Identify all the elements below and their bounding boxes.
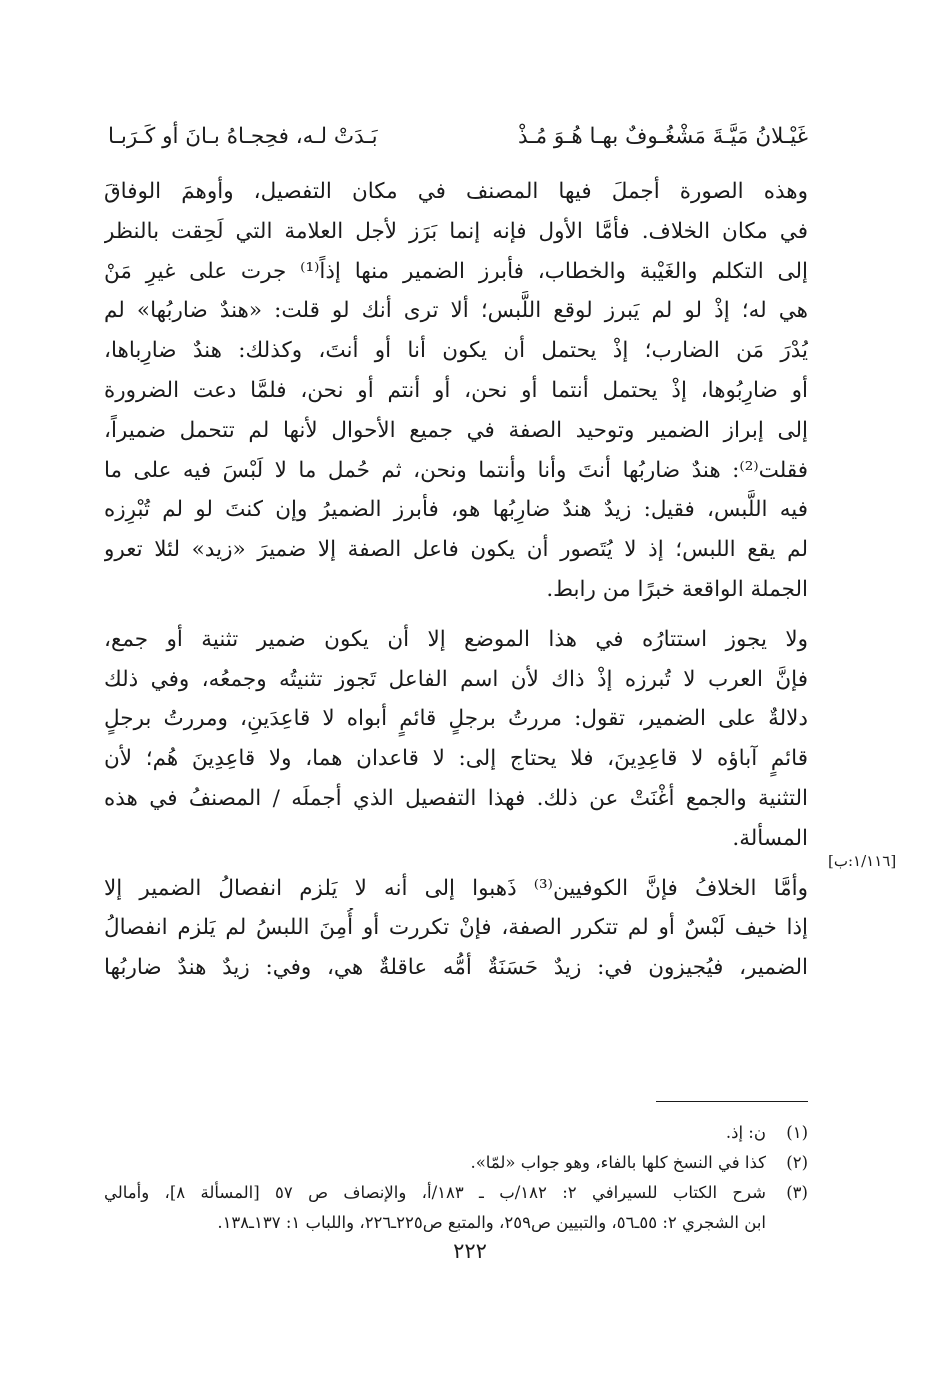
text-line: ولا يجوز استتارُه في هذا الموضع إلا أن يكون ضمير تثنية أو جمع، xyxy=(104,626,808,652)
paragraph-1 xyxy=(104,172,808,610)
text-line: لم يقع اللبس؛ إذ لا يُتَصور أن يكون فاعل الصفة إلا ضميرَ «زيد» لئلا تعرو xyxy=(104,537,808,563)
text-line: إذا خيف لَبْسٌ أو لم تتكرر الصفة، فإنْ تكررت أو أُمِنَ اللبسُ لم يَلزم انفصالُ xyxy=(104,915,808,941)
footnote-1 xyxy=(104,1118,808,1148)
verse-first-hemistich: غَيْـلانُ مَيَّـةَ مَشْغُـوفٌ بهـا هُـوَ مُـذْ xyxy=(518,124,808,149)
text-line: وهذه الصورة أجملَ فيها المصنف في مكان التفصيل، وأوهمَ الوفاقَ xyxy=(104,179,808,204)
paragraph-gap xyxy=(104,859,808,869)
text-line: فإنَّ العرب لا تُبرزه إذْ ذاك لأن اسم الفاعل تَجوز تثنيتُه وجمعُه، وفي ذلك xyxy=(104,666,808,692)
footnote-number: (٢) xyxy=(786,1153,808,1172)
footnote-2 xyxy=(104,1148,808,1178)
text-line: التثنية والجمع أغْنَتْ عن ذلك. فهذا التفصيل الذي أجملَه / المصنفُ في هذه xyxy=(104,785,808,811)
text-line: فقلت⁽²⁾: هندٌ ضاربُها أنتَ وأنا وأنتما ونحن، ثم حُمل ما لا لَبْسَ فيه على ما xyxy=(104,457,808,483)
paragraph-gap xyxy=(104,610,808,620)
paragraph-2 xyxy=(104,620,808,859)
text-line: في مكان الخلاف. فأمَّا الأول فإنه إنما بَرَز لأجل العلامة التي لَحِقت بالنظر xyxy=(104,218,808,244)
text-line: فيه اللَّبس، فقيل: زيدٌ هندٌ ضارِبُها هو، فأبرز الضميرُ وإن كنتَ لو لم تُبْرِزه xyxy=(104,497,808,523)
text-line: يُدْرَ مَن الضارب؛ إذْ يحتمل أن يكون أنا أو أنتَ، وكذلك: هندٌ ضارِباها، xyxy=(104,338,808,364)
text-line: الضمير، فيُجيزون في: زيدٌ حَسَنَةٌ أمُّه عاقلةٌ هي، وفي: زيدٌ هندٌ ضاربُها xyxy=(104,955,808,981)
page-number: ٢٢٢ xyxy=(453,1239,487,1263)
footnote-divider xyxy=(656,1101,808,1102)
footnote-number: (١) xyxy=(786,1123,808,1142)
footnote-number: (٣) xyxy=(786,1183,808,1202)
footnote-text: ن: إذ. xyxy=(725,1123,766,1142)
footnotes xyxy=(104,1118,808,1238)
text-line: إلى إبراز الضمير وتوحيد الصفة في جميع الأحوال لأنها لم تتحمل ضميراً، xyxy=(104,417,808,443)
verse-second-hemistich: بَـدَتْ لـه، فحِجـاهُ بـانَ أو كَـرَبـا xyxy=(108,124,378,149)
main-text xyxy=(104,172,808,988)
text-line: المسألة. xyxy=(732,825,808,851)
text-line: إلى التكلم والغَيْبة والخطاب، فأبرز الضمير منها إذاً⁽¹⁾ جرت على غيرِ مَنْ xyxy=(104,258,808,284)
footnote-3-continuation: ابن الشجري ٢: ٥٥ـ٥٦، والتبيين ص٢٥٩، والمتبع ص٢٢٥ـ٢٢٦، واللباب ١: ١٣٧ـ١٣٨. xyxy=(217,1213,766,1232)
poetry-verse xyxy=(108,112,808,162)
text-line: هي له؛ إذْ لو لم يَبرز لوقع اللَّبس؛ ألا ترى أنك لو قلت: «هندٌ ضاربُها» لم xyxy=(104,298,808,324)
text-line: أو ضارِبُوها، إذْ يحتمل أنتما أو نحن، أو أنتم أو نحن، فلمَّا دعت الضرورة xyxy=(104,377,808,403)
footnote-text: شرح الكتاب للسيرافي ٢: ١٨٢/ب ـ ١٨٣/أ، والإنصاف ص ٥٧ [المسألة ٨]، وأمالي xyxy=(104,1183,766,1202)
text-line: وأمَّا الخلافُ فإنَّ الكوفيين⁽³⁾ ذَهبوا إلى أنه لا يَلزم انفصالُ الضمير إلا xyxy=(104,875,808,901)
text-line: الجملة الواقعة خبرًا من رابط. xyxy=(546,576,808,602)
footnote-text: كذا في النسخ كلها بالفاء، وهو جواب «لمّا». xyxy=(470,1153,766,1172)
footnote-3 xyxy=(104,1178,808,1208)
paragraph-3 xyxy=(104,869,808,988)
text-line: دلالةٌ على الضمير، تقول: مررتُ برجلٍ قائمٍ أبواه لا قاعِدَينِ، ومررتُ برجلٍ xyxy=(104,706,808,732)
manuscript-folio-marker: [١/١١٦:ب] xyxy=(828,852,897,870)
text-line: قائمٍ آباؤه لا قاعِدِينَ، فلا يحتاج إلى: لا قاعدان هما، ولا قاعِدِينَ هُم؛ لأن xyxy=(104,746,808,772)
